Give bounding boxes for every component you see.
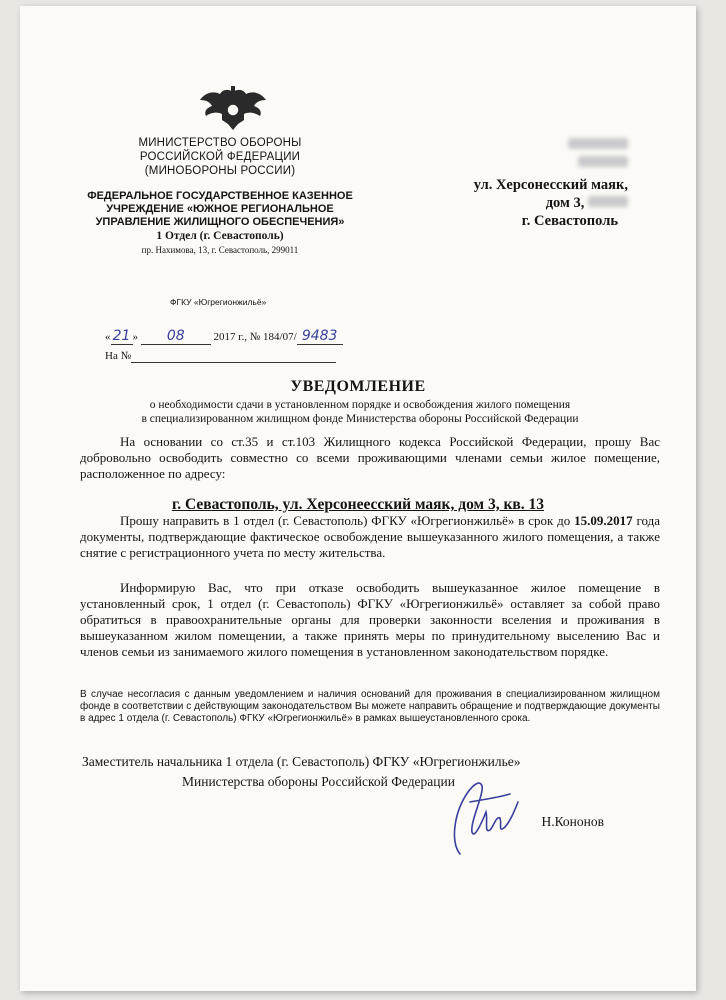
outgoing-day: 21: [111, 328, 133, 345]
sender-header: [60, 136, 380, 255]
reply-to-line: На №: [105, 350, 336, 363]
paragraph-warning: Информирую Вас, что при отказе освободить вышеуказанное жилое помещение в установленный срок, 1 отдел (г. Севастополь) ФГКУ «Югрегионжильё» оставляет за собой право обратиться в правоохранительные органы для проверки законности вселения и проживания в вышеуказанном жилом помещении, а также принять меры по принудительному выселению Вас и членов семьи из занимаемого жилого помещения в установленном законодательством порядке.: [80, 580, 660, 659]
outgoing-number-line: « 21 » 08 2017 г., № 184/07/ 9483: [105, 328, 343, 345]
recipient-house: дом 3,: [428, 194, 628, 212]
outgoing-number-suffix: 9483: [297, 328, 343, 345]
stamp-label: ФГКУ «Югрегионжильё»: [170, 297, 267, 307]
signer-name: Н.Кононов: [541, 814, 604, 829]
recipient-city: г. Севастополь: [521, 213, 618, 229]
redacted-recipient-name: [428, 136, 628, 172]
organization-name: ФЕДЕРАЛЬНОЕ ГОСУДАРСТВЕННОЕ КАЗЕННОЕ УЧРЕЖДЕНИЕ «ЮЖНОЕ РЕГИОНАЛЬНОЕ УПРАВЛЕНИЕ ЖИЛИЩНОГО ОБЕСПЕЧЕНИЯ»: [87, 190, 353, 228]
outgoing-month: 08: [141, 328, 211, 345]
double-headed-eagle-emblem-icon: [198, 84, 268, 134]
deadline-date: 15.09.2017: [574, 513, 633, 528]
document-page: [20, 6, 696, 991]
recipient-block: [428, 136, 628, 230]
handwritten-signature-icon: [440, 772, 530, 862]
sender-address: пр. Нахимова, 13, г. Севастополь, 299011: [141, 245, 299, 255]
paragraph-request: Прошу направить в 1 отдел (г. Севастополь) ФГКУ «Югрегионжильё» в срок до 15.09.2017 года документы, подтверждающие фактическое освобождение вышеуказанного жилого помещения, а также снятие с регистрационного учета по месту жительства.: [80, 513, 660, 560]
recipient-street: ул. Херсонесский маяк,: [473, 177, 628, 193]
department-name: 1 Отдел (г. Севастополь): [156, 230, 284, 242]
signer-position-line1: Заместитель начальника 1 отдела (г. Севастополь) ФГКУ «Югрегионжилье»: [82, 754, 521, 769]
ministry-name: МИНИСТЕРСТВО ОБОРОНЫ РОССИЙСКОЙ ФЕДЕРАЦИИ (МИНОБОРОНЫ РОССИИ): [138, 137, 302, 177]
document-title: УВЕДОМЛЕНИЕ: [290, 378, 426, 395]
document-subject: о необходимости сдачи в установленном порядке и освобождения жилого помещения в специализированном жилищном фонде Министерства обороны Российской Федерации: [141, 399, 579, 425]
paragraph-disagreement: В случае несогласия с данным уведомлением и наличия оснований для проживания в специализированном жилищном фонде в соответствии с действующим законодательством Вы можете направить обращение и подтверждающие документы в адрес 1 отдела (г. Севастополь) ФГКУ «Югрегионжильё» в рамках вышеустановленного срока.: [80, 689, 660, 724]
property-address: г. Севастополь, ул. Херсонеесский маяк, дом 3, кв. 13: [171, 496, 545, 513]
paragraph-basis: На основании со ст.35 и ст.103 Жилищного кодекса Российской Федерации, прошу Вас добровольно освободить совместно со всеми проживающими членами семьи жилое помещение, расположенное по адресу:: [80, 434, 660, 481]
signer-position-line2: Министерства обороны Российской Федерации: [182, 774, 455, 789]
outgoing-year-number: 2017 г., № 184/07/: [213, 331, 297, 343]
